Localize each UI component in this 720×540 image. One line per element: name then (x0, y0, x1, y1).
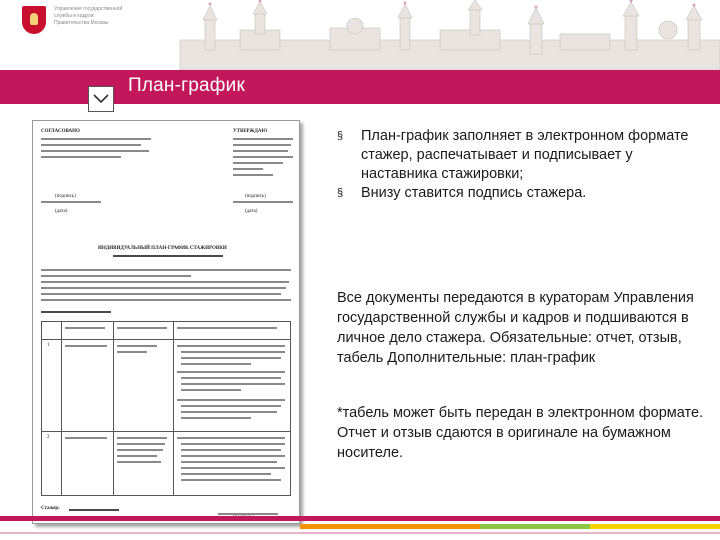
footer-stripes (0, 512, 720, 540)
bullet-list (337, 127, 707, 203)
doc-row-number: 1 (47, 343, 50, 348)
doc-stager-label: Стажер: (41, 506, 60, 511)
doc-sign-right: (подпись) (245, 194, 266, 199)
timesheet-note-paragraph: *табель может быть передан в электронном формате. Отчет и отзыв сдаются в оригинале на бумажном носителе. (337, 405, 704, 461)
moscow-coat-of-arms-icon (22, 6, 46, 34)
header-skyline (0, 0, 720, 70)
org-line: Управление государственной (54, 6, 123, 12)
stripe-orange (300, 524, 480, 529)
stripe-pink (0, 516, 720, 521)
org-line: Правительства Москвы (54, 20, 109, 26)
doc-title: ИНДИВИДУАЛЬНЫЙ ПЛАН-ГРАФИК СТАЖИРОВКИ (98, 246, 227, 251)
bullet-text: Внизу ставится подпись стажера. (361, 185, 587, 201)
bullet-item (337, 127, 707, 184)
organization-name (54, 6, 134, 27)
organization-block (22, 6, 134, 34)
stripe-green (480, 524, 590, 529)
doc-right-heading: УТВЕРЖДАЮ (233, 129, 268, 134)
bullet-marker: § (337, 187, 344, 199)
stripe-pink-low (0, 532, 720, 534)
bullet-item (337, 184, 707, 203)
stripe-yellow (590, 524, 720, 529)
doc-date-left: (дата) (55, 209, 68, 214)
doc-left-heading: СОГЛАСОВАНО (41, 129, 80, 134)
org-line: службы и кадров (54, 13, 94, 19)
plan-schedule-document-image (32, 120, 300, 524)
documents-paragraph: Все документы передаются в кураторам Управления государственной службы и кадров и подшиваются в личное дело стажера. Обязательные: отчет, отзыв, табель Дополнительные: план-график (337, 290, 694, 366)
chevron-down-icon (88, 86, 114, 112)
bullet-text: План-график заполняет в электронном формате стажер, распечатывает и подписывает у наставника стажировки; (361, 128, 689, 182)
doc-date-right: (дата) (245, 209, 258, 214)
doc-row-number: 2 (47, 435, 50, 440)
doc-sign-left: (подпись) (55, 194, 76, 199)
slide-title: План-график (128, 75, 245, 96)
doc-table (41, 321, 291, 496)
bullet-marker: § (337, 130, 344, 142)
